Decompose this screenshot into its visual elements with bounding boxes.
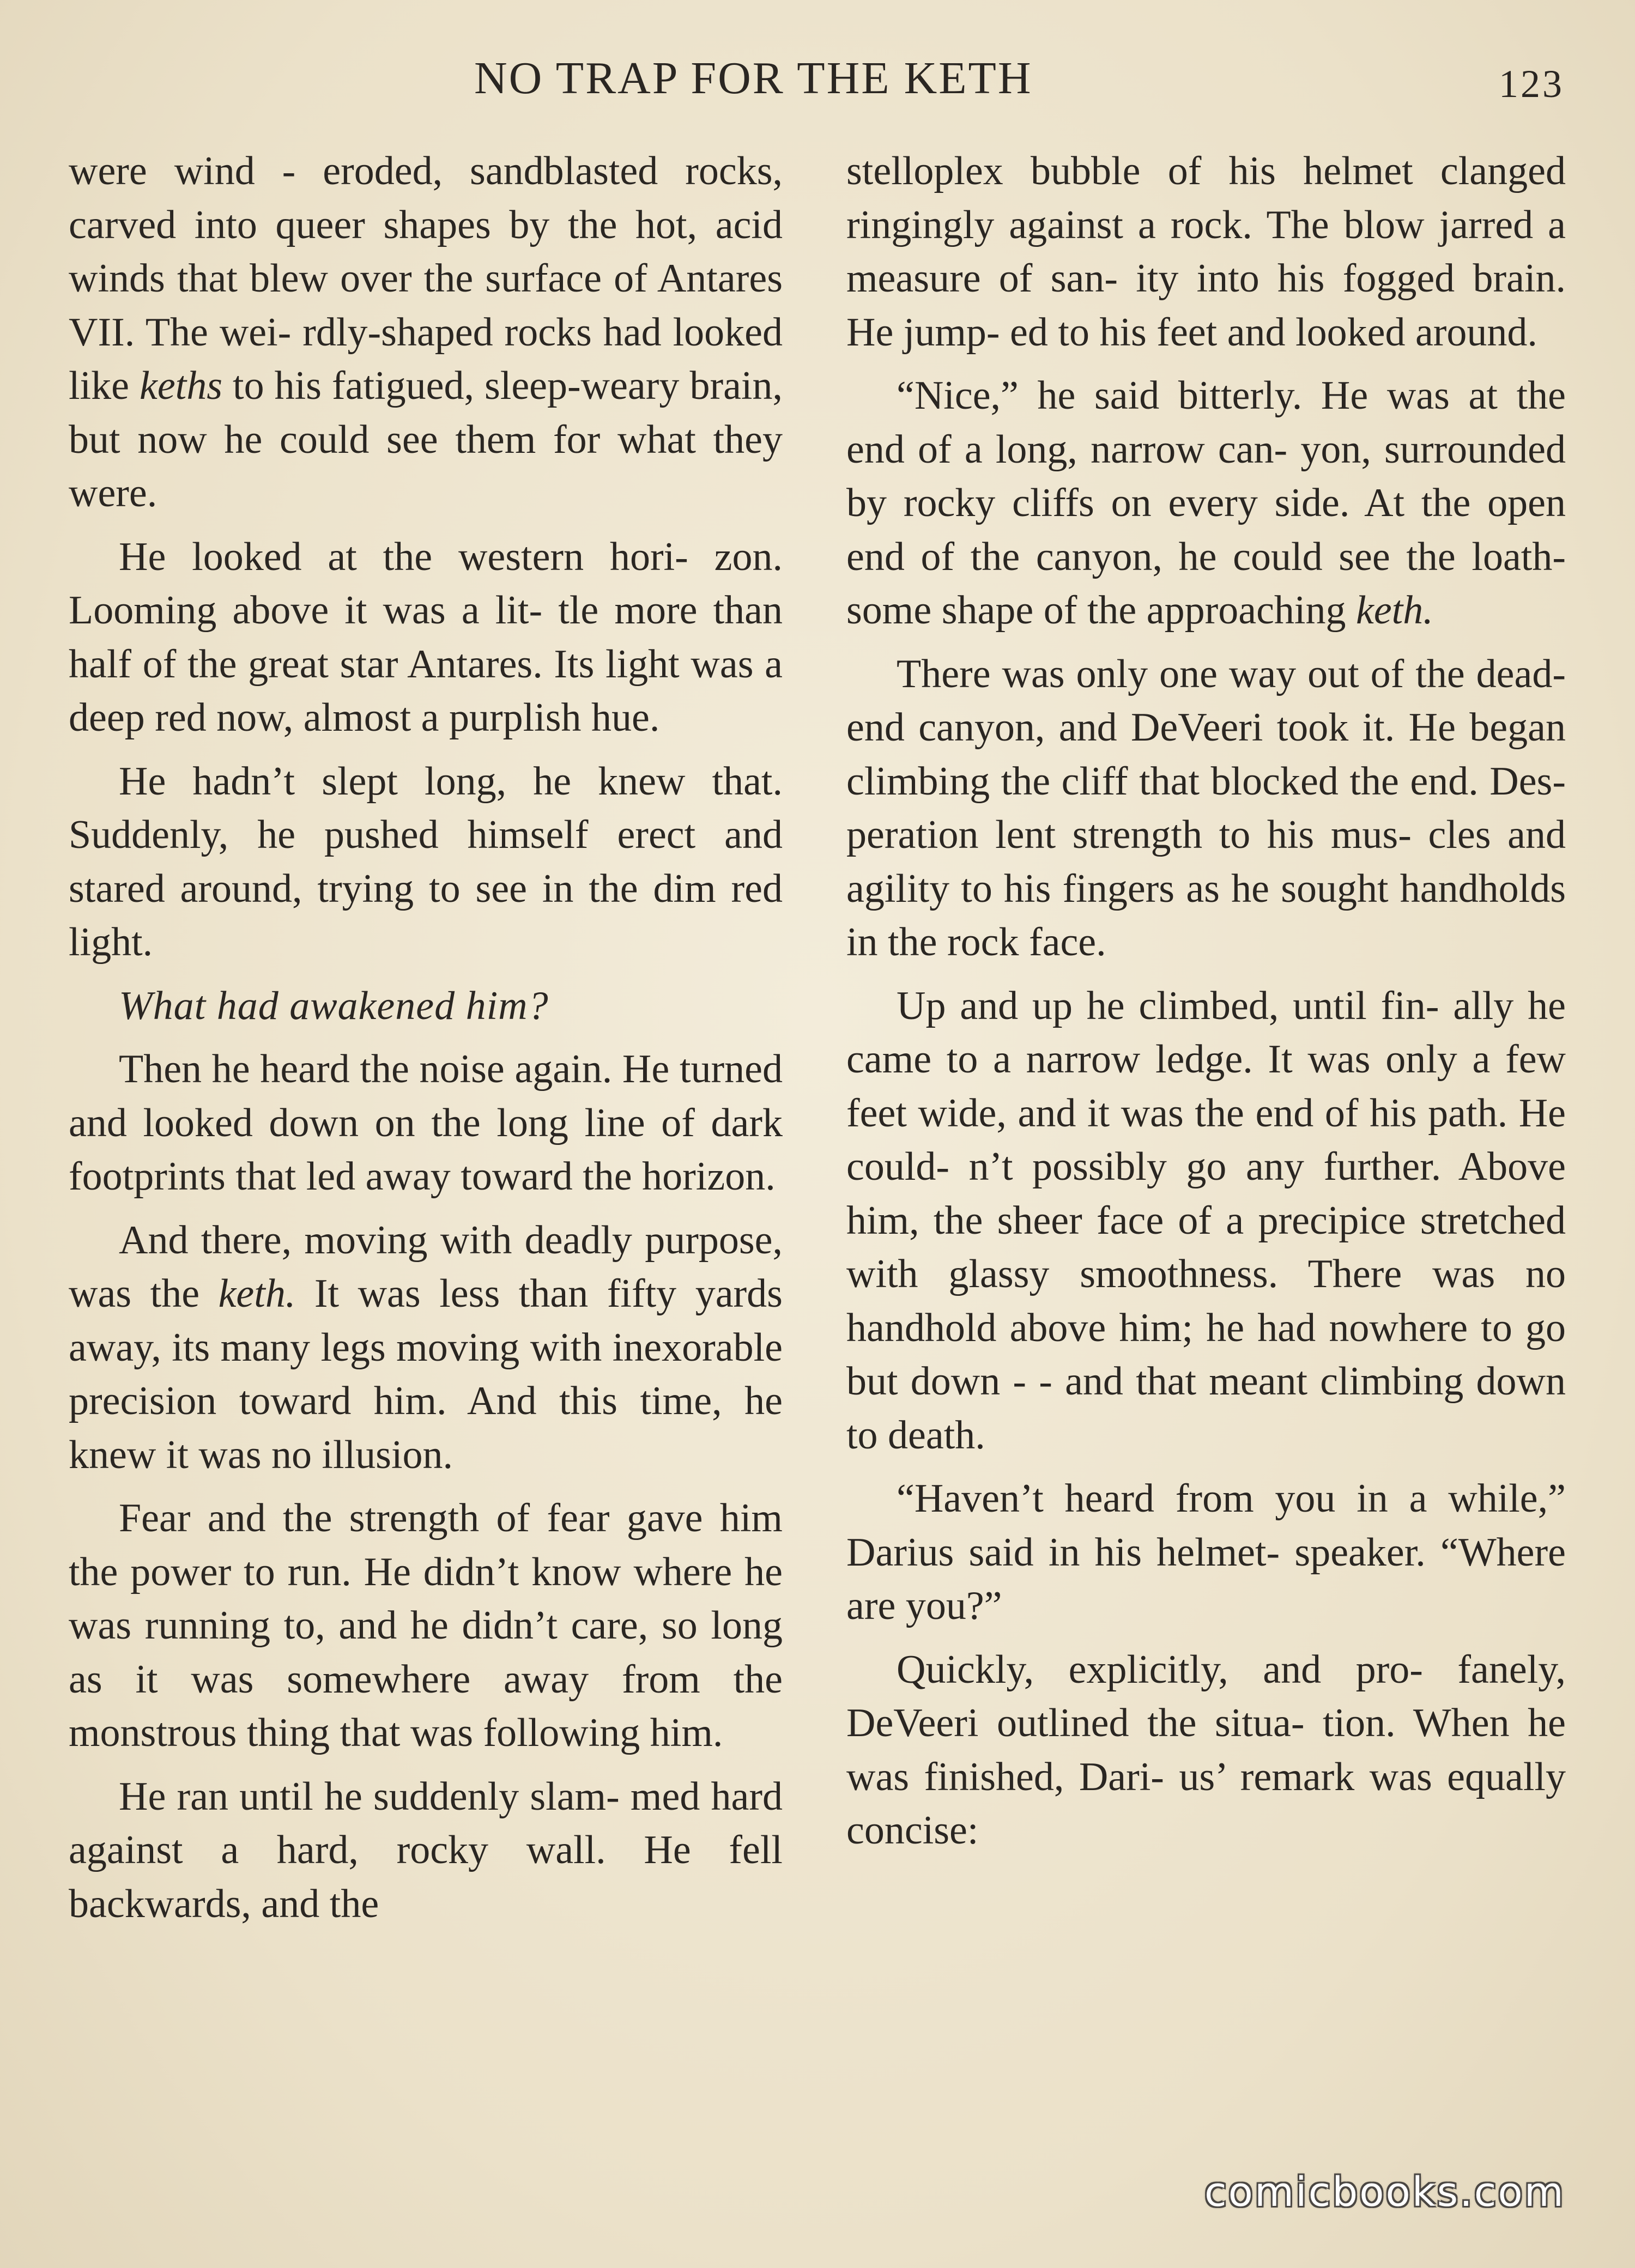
emphasis: keth. <box>1355 588 1433 633</box>
emphasis: keth. <box>218 1271 296 1316</box>
emphasis: keths <box>139 363 223 408</box>
paragraph: “Haven’t heard from you in a while,” Darius said in his helmet- speaker. “Where are you?” <box>846 1476 1566 1628</box>
paragraph: Fear and the strength of fear gave him the power to run. He didn’t know where he was running to, and he didn’t care, so long as it was somewhere away from the monstrous thing that was following him. <box>69 1496 783 1755</box>
paragraph: And there, moving with deadly purpose, was the keth. It was less than fifty yards away, its many legs moving with inexorable precision toward him. And this time, he knew it was no illusion. <box>69 1217 783 1477</box>
paragraph: were wind - eroded, sandblasted rocks, carved into queer shapes by the hot, acid winds that blew over the surface of Antares VII. The wei- rdly-shaped rocks had looked like keths to his fatigued, sleep-weary brain, but now he could see them for what they were. <box>69 149 783 516</box>
paragraph: He looked at the western hori- zon. Looming above it was a lit- tle more than half of the great star Antares. Its light was a deep red now, almost a purplish hue. <box>69 534 783 740</box>
running-title: NO TRAP FOR THE KETH <box>474 53 1033 104</box>
paragraph: Then he heard the noise again. He turned and looked down on the long line of dark footprints that led away toward the horizon. <box>69 1047 783 1199</box>
paragraph: He ran until he suddenly slam- med hard against a hard, rocky wall. He fell backwards, and the <box>69 1774 783 1926</box>
paragraph: “Nice,” he said bitterly. He was at the end of a long, narrow can- yon, surrounded by rocky cliffs on every side. At the open end of the canyon, he could see the loath- some shape of the approaching keth. <box>846 373 1566 633</box>
paragraph: Up and up he climbed, until fin- ally he came to a narrow ledge. It was only a few feet wide, and it was the end of his path. He could- n’t possibly go any further. Above him, the sheer face of a precipice stretched with glassy smoothness. There was no handhold above him; he had nowhere to go but down - - and that meant climbing down to death. <box>846 983 1566 1458</box>
italic-paragraph: What had awakened him? <box>119 983 549 1028</box>
paragraph: stelloplex bubble of his helmet clanged ringingly against a rock. The blow jarred a measure of san- ity into his fogged brain. He jump- ed to his feet and looked around. <box>846 149 1566 355</box>
paragraph: There was only one way out of the dead-end canyon, and DeVeeri took it. He began climbing the cliff that blocked the end. Des- peration lent strength to his mus- cles and agility to his fingers as he sought handholds in the rock face. <box>846 651 1566 965</box>
watermark: comicbooks.com <box>1204 2169 1565 2216</box>
paragraph: Quickly, explicitly, and pro- fanely, DeVeeri outlined the situa- tion. When he was finished, Dari- us’ remark was equally concise: <box>846 1647 1566 1853</box>
right-column <box>846 144 1566 1867</box>
page-number: 123 <box>1499 62 1564 106</box>
page-header <box>0 52 1635 112</box>
left-column <box>69 144 783 1940</box>
paragraph: He hadn’t slept long, he knew that. Suddenly, he pushed himself erect and stared around, trying to see in the dim red light. <box>69 759 783 965</box>
